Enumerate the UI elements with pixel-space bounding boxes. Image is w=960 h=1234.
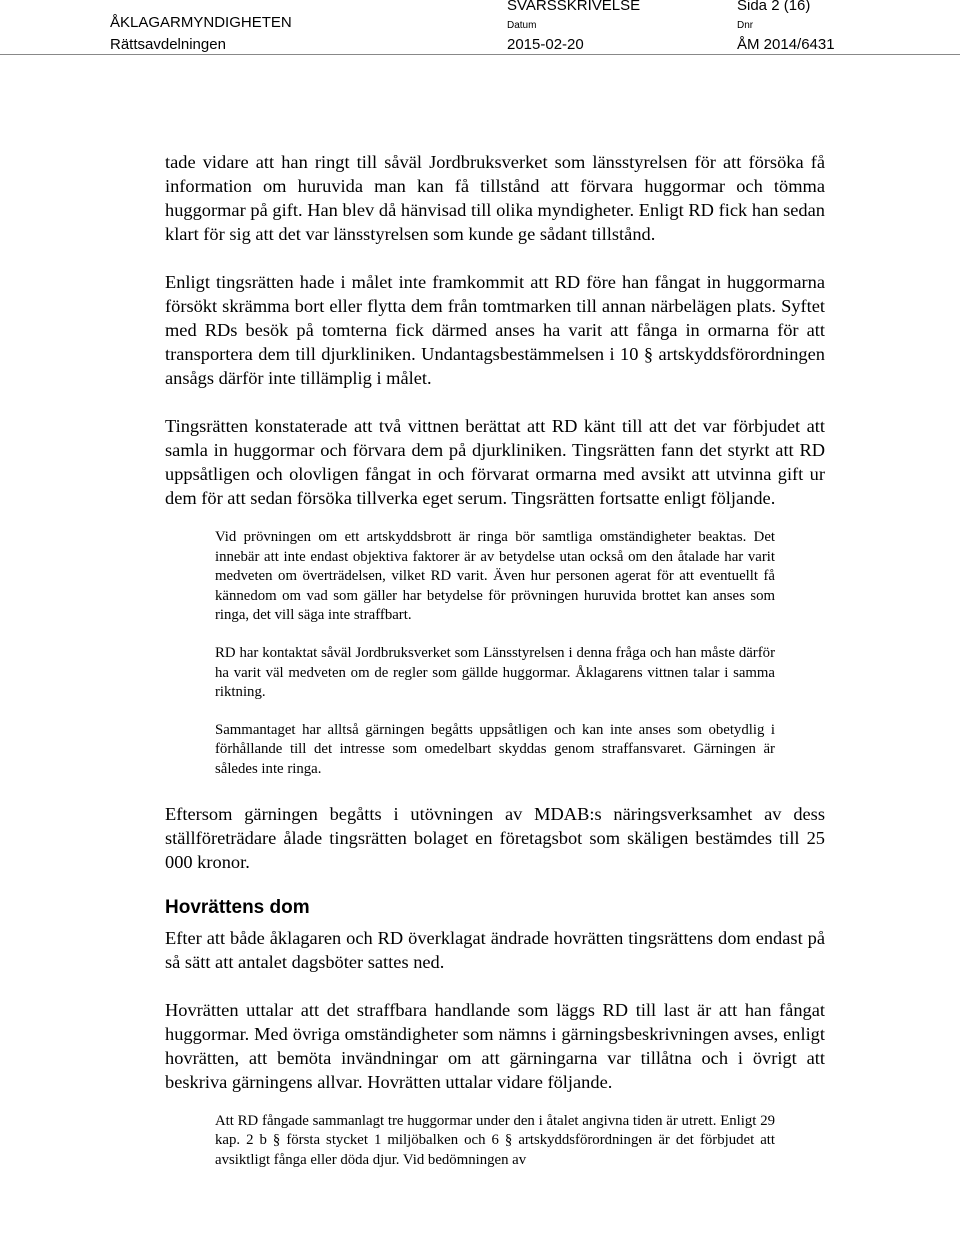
document-date: 2015-02-20 [507, 36, 584, 53]
paragraph-5: Efter att både åklagaren och RD överklagat ändrade hovrätten tingsrättens dom endast på så sätt att antalet dagsböter sattes ned. [165, 927, 825, 972]
paragraph-3: Tingsrätten konstaterade att två vittnen berättat att RD känt till att det var förbjudet att samla in huggormar och förvara dem på djurkliniken. Tingsrätten fann det styrkt att RD uppsåtligen och olovligen fångat in och förvarat ormarna med avsikt att utvinna gift ur dem för att sedan försöka tillverka eget serum. Tingsrätten fortsatte enligt följande. [165, 416, 825, 508]
quote-4: Att RD fångade sammanlagt tre huggormar under den i åtalet angivna tiden är utrett. Enligt 29 kap. 2 b § första stycket 1 miljöbalken och 6 § artskyddsförordningen är det förbjudet att avsiktligt fånga eller döda djur. Vid bedömningen av [215, 1112, 775, 1168]
case-number: ÅM 2014/6431 [737, 36, 835, 53]
section-heading: Hovrättens dom [165, 896, 310, 918]
date-label: Datum [507, 20, 537, 31]
quote-1: Vid prövningen om ett artskyddsbrott är ringa bör samtliga omständigheter beaktas. Det innebär att inte endast objektiva faktorer är av betydelse utan också om den åtalade har varit medveten om överträdelsen, vilket RD varit. Även hur personen agerat för att eventuellt få kännedom om vad som gäller har betydelse för prövningen huruvida brottet kan anses som ringa, det vill säga inte straffbart. [215, 529, 775, 624]
page-header [0, 0, 960, 56]
page-number: Sida 2 (16) [737, 0, 811, 14]
authority-name: ÅKLAGARMYNDIGHETEN [110, 14, 292, 31]
paragraph-6: Hovrätten uttalar att det straffbara handlande som läggs RD till last är att han fångat huggormar. Med övriga omständigheter som nämns i gärningsbeskrivningen avses, enligt hovrätten, att bemöta invändningar om att gärningarna var tillåtna och i övrigt att beskriva gärningens allvar. Hovrätten uttalar vidare följande. [165, 999, 825, 1092]
document-type: SVARSSKRIVELSE [507, 0, 641, 14]
quote-2: RD har kontaktat såväl Jordbruksverket som Länsstyrelsen i denna fråga och han måste därför ha varit väl medveten om de regler som gällde huggormar. Åklagarens vittnen talar i samma riktning. [215, 644, 775, 701]
paragraph-4: Eftersom gärningen begåtts i utövningen av MDAB:s näringsverksamhet av dess ställföreträdare ålade tingsrätten bolaget en företagsbot som skäligen bestämdes till 25 000 kronor. [165, 803, 825, 872]
header-divider [0, 54, 960, 55]
dnr-label: Dnr [737, 20, 754, 31]
paragraph-1: tade vidare att han ringt till såväl Jordbruksverket som länsstyrelsen för att försöka få information om huruvida man kan få tillstånd att förvara huggormar och tömma huggormar på gift. Han blev då hänvisad till olika myndigheter. Enligt RD fick han sedan klart för sig att det var länsstyrelsen som kunde ge sådant tillstånd. [165, 152, 825, 244]
document-body [165, 150, 825, 1188]
division-name: Rättsavdelningen [110, 36, 226, 53]
quote-3: Sammantaget har alltså gärningen begåtts uppsåtligen och kan inte anses som obetydlig i förhållande till det intresse som omedelbart skyddas genom straffansvaret. Gärningen är således inte ringa. [215, 721, 775, 777]
paragraph-2: Enligt tingsrätten hade i målet inte framkommit att RD före han fångat in huggormarna försökt skrämma bort eller flytta dem från tomtmarken till annan närbelägen plats. Syftet med RDs besök på tomterna fick därmed anses ha varit att fånga in ormarna för att transportera dem till djurkliniken. Undantagsbestämmelsen i 10 § artskyddsförordningen ansågs därför inte tillämplig i målet. [165, 272, 825, 388]
